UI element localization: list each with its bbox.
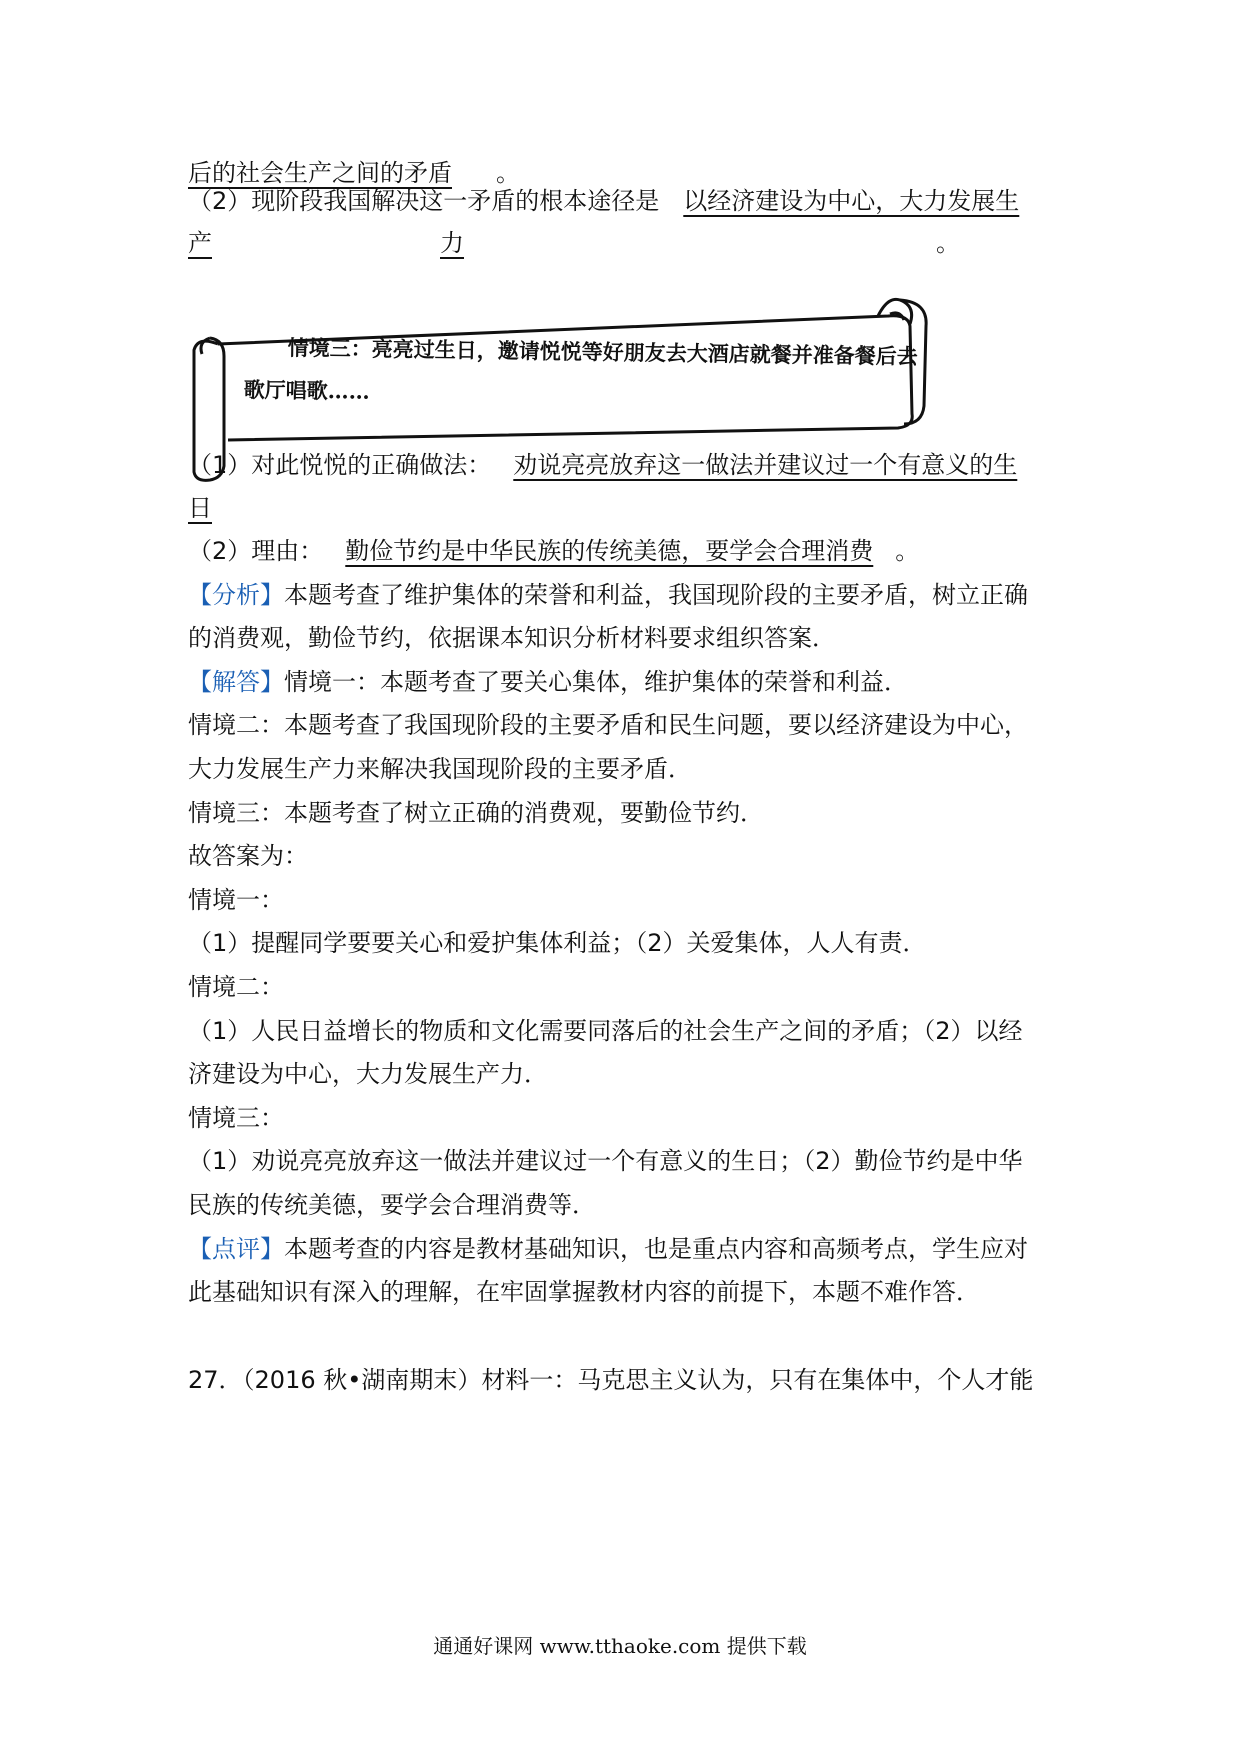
comment-line-2: 此基础知识有深入的理解，在牢固掌握教材内容的前提下，本题不难作答． xyxy=(188,1278,980,1306)
question-text: （2）现阶段我国解决这一矛盾的根本途径是 xyxy=(188,187,660,215)
answer-line-a5: 故答案为： xyxy=(188,842,308,870)
answer-text: 情境一：本题考查了要关心集体，维护集体的荣誉和利益． xyxy=(284,668,908,696)
question-27: 27．（2016 秋•湖南期末）材料一：马克思主义认为，只有在集体中，个人才能 xyxy=(188,1366,1034,1394)
s3-q2-line xyxy=(188,534,919,568)
analysis-tag: 【分析】 xyxy=(188,581,284,609)
answer-line-a6: 情境一： xyxy=(188,886,284,914)
answer-line-a10: 济建设为中心，大力发展生产力． xyxy=(188,1060,548,1088)
answer-line-a2: 情境二：本题考查了我国现阶段的主要矛盾和民生问题，要以经济建设为中心， xyxy=(188,711,1028,739)
analysis-text: 本题考查了维护集体的荣誉和利益，我国现阶段的主要矛盾，树立正确 xyxy=(284,581,1028,609)
analysis-line-2 xyxy=(188,621,836,655)
comment-tag: 【点评】 xyxy=(188,1235,284,1263)
punctuation: 。 xyxy=(496,159,520,187)
answer-tag: 【解答】 xyxy=(188,668,284,696)
underlined-answer: 后的社会生产之间的矛盾 xyxy=(188,159,452,187)
s3-q1-line-2 xyxy=(188,491,234,525)
analysis-line-1 xyxy=(188,578,1028,612)
analysis-text: 的消费观，勤俭节约，依据课本知识分析材料要求组织答案． xyxy=(188,624,836,652)
question-text: （2）理由： xyxy=(188,537,324,565)
s3-q1-line xyxy=(188,448,1017,482)
answer-line-3 xyxy=(188,226,960,260)
comment-line-1 xyxy=(188,1232,1028,1266)
punctuation: 。 xyxy=(936,229,960,257)
answer-line-a4: 情境三：本题考查了树立正确的消费观，要勤俭节约． xyxy=(188,799,764,827)
answer-line-a13: 民族的传统美德，要学会合理消费等． xyxy=(188,1191,596,1219)
underlined-answer: 以经济建设为中心，大力发展生 xyxy=(683,187,1020,215)
scroll-text-line-1: 情境三：亮亮过生日，邀请悦悦等好朋友去大酒店就餐并准备餐后去 xyxy=(287,334,918,369)
scroll-text-line-2: 歌厅唱歌…… xyxy=(243,376,370,404)
answer-line-a12: （1）劝说亮亮放弃这一做法并建议过一个有意义的生日；（2）勤俭节约是中华 xyxy=(188,1147,1023,1175)
answer-line-a8: 情境二： xyxy=(188,973,284,1001)
underlined-answer: 勤俭节约是中华民族的传统美德，要学会合理消费 xyxy=(345,537,874,565)
answer-line-a11: 情境三： xyxy=(188,1104,284,1132)
punctuation: 。 xyxy=(895,537,920,565)
answer-line-2 xyxy=(188,184,1019,218)
page-footer: 通通好课网 www.tthaoke.com 提供下载 xyxy=(433,1634,807,1658)
answer-line-a1 xyxy=(188,665,908,699)
question-text: （1）对此悦悦的正确做法： xyxy=(188,451,492,479)
answer-line-a7: （1）提醒同学要要关心和爱护集体利益；（2）关爱集体，人人有责． xyxy=(188,929,927,957)
answer-line-a9: （1）人民日益增长的物质和文化需要同落后的社会生产之间的矛盾；（2）以经 xyxy=(188,1017,1023,1045)
underlined-answer: 产 力 xyxy=(188,229,464,257)
underlined-answer: 日 xyxy=(188,494,212,522)
comment-text: 本题考查的内容是教材基础知识，也是重点内容和高频考点，学生应对 xyxy=(284,1235,1028,1263)
answer-line-a3: 大力发展生产力来解决我国现阶段的主要矛盾． xyxy=(188,755,692,783)
underlined-answer: 劝说亮亮放弃这一做法并建议过一个有意义的生 xyxy=(513,451,1018,479)
